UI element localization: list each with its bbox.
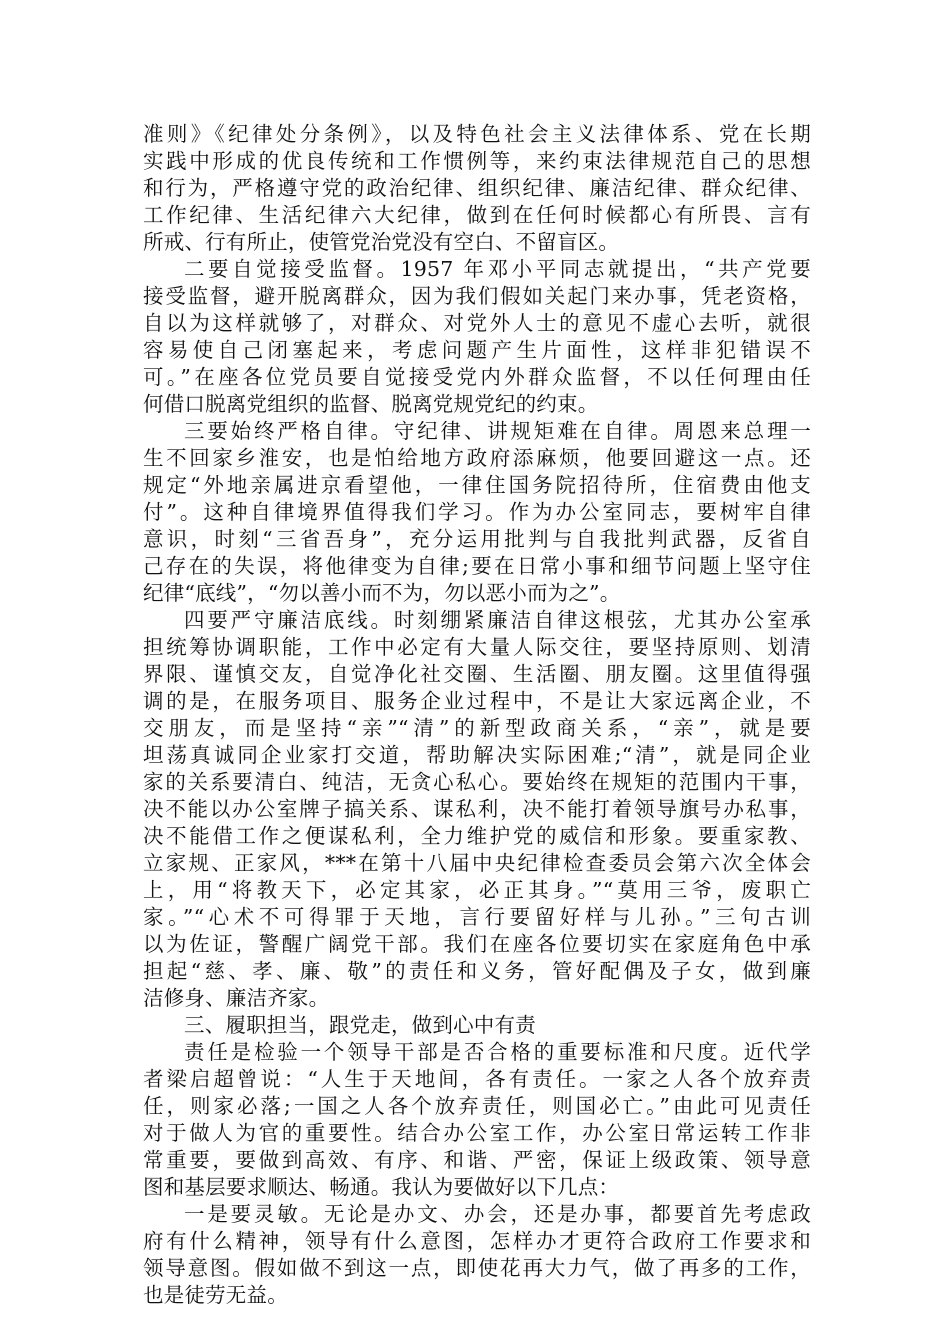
text-line: 决不能以办公室牌子搞关系、谋私利，决不能打着领导旗号办私事， (143, 797, 811, 821)
text-line: 准则》《纪律处分条例》，以及特色社会主义法律体系、党在长期 (143, 122, 811, 146)
document-body (143, 121, 811, 1309)
text-line: 生不回家乡淮安，也是怕给地方政府添麻烦，他要回避这一点。还 (143, 446, 811, 470)
text-line: 己存在的失误，将他律变为自律;要在日常小事和细节问题上坚守住 (143, 554, 811, 578)
text-line: 任，则家必落;一国之人各个放弃责任，则国必亡。”由此可见责任 (143, 1094, 811, 1118)
text-line: 自以为这样就够了，对群众、对党外人士的意见不虚心去听，就很 (143, 311, 811, 335)
text-line: 领导意图。假如做不到这一点，即使花再大力气，做了再多的工作， (143, 1256, 811, 1280)
text-line: 意识，时刻“三省吾身”，充分运用批判与自我批判武器，反省自 (143, 527, 811, 551)
text-line: 调的是，在服务项目、服务企业过程中，不是让大家远离企业，不 (143, 689, 811, 713)
text-line: 容易使自己闭塞起来，考虑问题产生片面性，这样非犯错误不 (143, 338, 811, 362)
text-line: 以为佐证，警醒广阔党干部。我们在座各位要切实在家庭角色中承 (143, 932, 811, 956)
paragraph-start-line: 一是要灵敏。无论是办文、办会，还是办事，都要首先考虑政 (184, 1202, 811, 1226)
text-line: 坦荡真诚同企业家打交道，帮助解决实际困难;“清”，就是同企业 (143, 743, 811, 767)
text-line: 实践中形成的优良传统和工作惯例等，来约束法律规范自己的思想 (143, 149, 811, 173)
text-line: 规定“外地亲属进京看望他，一律住国务院招待所，住宿费由他支 (143, 473, 811, 497)
paragraph-start-line: 责任是检验一个领导干部是否合格的重要标准和尺度。近代学 (184, 1040, 811, 1064)
paragraph-start-line: 四要严守廉洁底线。时刻绷紧廉洁自律这根弦，尤其办公室承 (184, 608, 811, 632)
text-line: 府有什么精神，领导有什么意图，怎样办才更符合政府工作要求和 (143, 1229, 811, 1253)
text-line: 界限、谨慎交友，自觉净化社交圈、生活圈、朋友圈。这里值得强 (143, 662, 811, 686)
text-line: 交朋友，而是坚持“亲”“清”的新型政商关系，“亲”，就是要 (143, 716, 811, 740)
text-line: 也是徒劳无益。 (143, 1283, 288, 1307)
text-line: 担统筹协调职能，工作中必定有大量人际交往，要坚持原则、划清 (143, 635, 811, 659)
paragraph-start-line: 二要自觉接受监督。1957 年邓小平同志就提出，“共产党要 (184, 257, 811, 281)
text-line: 付”。这种自律境界值得我们学习。作为办公室同志，要树牢自律 (143, 500, 811, 524)
text-line: 立家规、正家风，***在第十八届中央纪律检查委员会第六次全体会 (143, 851, 811, 875)
text-line: 者梁启超曾说：“人生于天地间，各有责任。一家之人各个放弃责 (143, 1067, 811, 1091)
text-line: 担起“慈、孝、廉、敬”的责任和义务，管好配偶及子女，做到廉 (143, 959, 811, 983)
text-line: 常重要，要做到高效、有序、和谐、严密，保证上级政策、领导意 (143, 1148, 811, 1172)
text-line: 接受监督，避开脱离群众，因为我们假如关起门来办事，凭老资格， (143, 284, 811, 308)
text-line: 上，用“将教天下，必定其家，必正其身。”“莫用三爷，废职亡 (143, 878, 811, 902)
text-line: 可。”在座各位党员要自觉接受党内外群众监督，不以任何理由任 (143, 365, 811, 389)
text-line: 决不能借工作之便谋私利，全力维护党的威信和形象。要重家教、 (143, 824, 811, 848)
text-line: 图和基层要求顺达、畅通。我认为要做好以下几点： (143, 1175, 620, 1199)
section-heading: 三、履职担当，跟党走，做到心中有责 (184, 1013, 536, 1037)
text-line: 洁修身、廉洁齐家。 (143, 986, 330, 1010)
text-line: 对于做人为官的重要性。结合办公室工作，办公室日常运转工作非 (143, 1121, 811, 1145)
text-line: 所戒、行有所止，使管党治党没有空白、不留盲区。 (143, 230, 620, 254)
text-line: 家的关系要清白、纯洁，无贪心私心。要始终在规矩的范围内干事， (143, 770, 811, 794)
paragraph-start-line: 三要始终严格自律。守纪律、讲规矩难在自律。周恩来总理一 (184, 419, 811, 443)
text-line: 和行为，严格遵守党的政治纪律、组织纪律、廉洁纪律、群众纪律、 (143, 176, 811, 200)
text-line: 纪律“底线”，“勿以善小而不为，勿以恶小而为之”。 (143, 581, 621, 605)
text-line: 工作纪律、生活纪律六大纪律，做到在任何时候都心有所畏、言有 (143, 203, 811, 227)
text-line: 何借口脱离党组织的监督、脱离党规党纪的约束。 (143, 392, 599, 416)
text-line: 家。”“心术不可得罪于天地，言行要留好样与儿孙。”三句古训 (143, 905, 811, 929)
